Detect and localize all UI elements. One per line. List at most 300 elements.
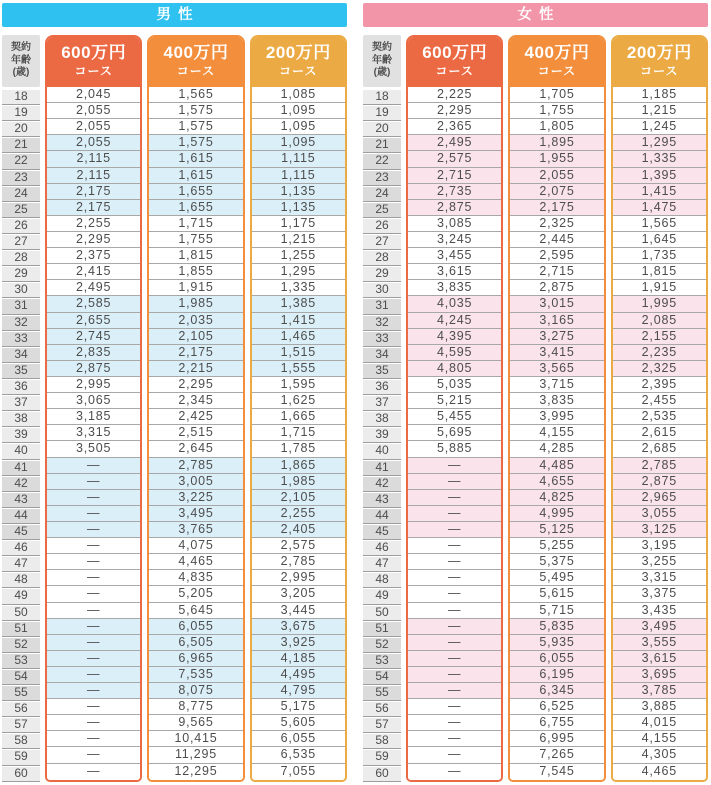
premium-cell: 2,445 xyxy=(510,232,603,248)
premium-cell: 5,215 xyxy=(408,393,501,409)
age-cell: 22 xyxy=(363,153,401,169)
premium-cell: 5,935 xyxy=(510,635,603,651)
premium-cell: 4,805 xyxy=(408,361,501,377)
premium-cell: 3,695 xyxy=(613,667,706,683)
premium-cell: 6,535 xyxy=(252,747,345,763)
premium-cell: 3,565 xyxy=(510,361,603,377)
female-premium-grid xyxy=(363,35,708,782)
age-cell: 55 xyxy=(2,685,40,701)
age-cell: 38 xyxy=(363,411,401,427)
premium-cell: — xyxy=(47,506,140,522)
premium-cell: 2,585 xyxy=(47,296,140,312)
age-cell: 27 xyxy=(2,234,40,250)
premium-cell: — xyxy=(47,715,140,731)
premium-cell: — xyxy=(408,522,501,538)
premium-cell: 1,815 xyxy=(149,248,242,264)
premium-cell: 2,175 xyxy=(510,200,603,216)
age-cell: 22 xyxy=(2,153,40,169)
course-sub-label: コース xyxy=(176,64,216,78)
premium-cell: 5,695 xyxy=(408,425,501,441)
age-cell: 24 xyxy=(2,186,40,202)
age-cell: 34 xyxy=(363,347,401,363)
premium-cell: 6,195 xyxy=(510,667,603,683)
premium-cell: 1,255 xyxy=(252,248,345,264)
age-cell: 33 xyxy=(363,331,401,347)
age-column-header xyxy=(2,35,40,87)
premium-cell: 1,515 xyxy=(252,345,345,361)
age-cell: 44 xyxy=(2,508,40,524)
premium-cell: 2,055 xyxy=(510,168,603,184)
premium-cell: 2,995 xyxy=(252,570,345,586)
age-header-line: 契約 xyxy=(11,42,31,54)
premium-cell: 6,055 xyxy=(510,651,603,667)
premium-cell: 2,995 xyxy=(47,377,140,393)
premium-cell: 2,575 xyxy=(408,151,501,167)
age-cell: 36 xyxy=(363,379,401,395)
premium-cell: — xyxy=(408,651,501,667)
premium-cell: 4,655 xyxy=(510,474,603,490)
age-cell: 58 xyxy=(363,733,401,749)
premium-cell: 2,785 xyxy=(613,458,706,474)
premium-cell: — xyxy=(408,619,501,635)
premium-cell: 3,615 xyxy=(613,651,706,667)
premium-cell: — xyxy=(47,522,140,538)
premium-cell: 3,065 xyxy=(47,393,140,409)
premium-cell: — xyxy=(408,764,501,780)
age-column-header xyxy=(363,35,401,87)
course-header-200 xyxy=(613,37,706,87)
age-cell: 60 xyxy=(363,766,401,782)
premium-cell: — xyxy=(408,586,501,602)
age-cell: 32 xyxy=(2,315,40,331)
premium-cell: 3,125 xyxy=(613,522,706,538)
premium-cell: 3,435 xyxy=(613,603,706,619)
premium-cell: 4,395 xyxy=(408,329,501,345)
premium-cell: 5,835 xyxy=(510,619,603,635)
premium-cell: 2,365 xyxy=(408,119,501,135)
premium-cell: — xyxy=(408,506,501,522)
premium-cell: 5,615 xyxy=(510,586,603,602)
age-cell: 45 xyxy=(2,524,40,540)
premium-cell: 2,735 xyxy=(408,184,501,200)
premium-cell: 3,715 xyxy=(510,377,603,393)
age-cell: 52 xyxy=(363,637,401,653)
course-column-400 xyxy=(508,35,605,782)
course-sub-label: コース xyxy=(279,64,318,78)
premium-cell: 4,595 xyxy=(408,345,501,361)
premium-cell: 6,505 xyxy=(149,635,242,651)
age-cell: 19 xyxy=(2,105,40,121)
premium-cell: 6,055 xyxy=(252,731,345,747)
age-cell: 51 xyxy=(363,621,401,637)
premium-cell: 1,095 xyxy=(252,135,345,151)
premium-cell: 5,255 xyxy=(510,538,603,554)
premium-cell: 4,015 xyxy=(613,715,706,731)
premium-cell: 5,495 xyxy=(510,570,603,586)
premium-cell: 3,765 xyxy=(149,522,242,538)
female-table-title: 女性 xyxy=(363,3,708,27)
premium-cell: 3,275 xyxy=(510,329,603,345)
premium-cell: 10,415 xyxy=(149,731,242,747)
premium-cell: — xyxy=(47,554,140,570)
premium-cell: 6,995 xyxy=(510,731,603,747)
course-sub-label: コース xyxy=(640,64,679,78)
premium-cell: 4,995 xyxy=(510,506,603,522)
premium-cell: 3,375 xyxy=(613,586,706,602)
premium-cell: 3,245 xyxy=(408,232,501,248)
premium-cell: 2,035 xyxy=(149,313,242,329)
premium-cell: 1,665 xyxy=(252,409,345,425)
premium-cell: — xyxy=(408,538,501,554)
premium-cell: 2,055 xyxy=(47,135,140,151)
premium-cell: 5,175 xyxy=(252,699,345,715)
age-cell: 56 xyxy=(363,701,401,717)
course-amount-label: 400万円 xyxy=(524,43,590,62)
premium-cell: — xyxy=(47,651,140,667)
premium-cell: — xyxy=(408,490,501,506)
premium-cell: 1,955 xyxy=(510,151,603,167)
premium-cell: 2,045 xyxy=(47,87,140,103)
premium-cell: 2,215 xyxy=(149,361,242,377)
premium-cell: 1,855 xyxy=(149,264,242,280)
premium-cell: 1,785 xyxy=(252,441,345,457)
premium-cell: 3,315 xyxy=(47,425,140,441)
premium-cell: 1,575 xyxy=(149,119,242,135)
premium-cell: — xyxy=(47,570,140,586)
premium-cell: 7,265 xyxy=(510,747,603,763)
age-cell: 30 xyxy=(2,282,40,298)
premium-cell: 4,185 xyxy=(252,651,345,667)
age-cell: 59 xyxy=(363,749,401,765)
age-cell: 31 xyxy=(2,298,40,314)
premium-cell: — xyxy=(408,731,501,747)
premium-cell: 2,325 xyxy=(613,361,706,377)
premium-cell: 1,565 xyxy=(149,87,242,103)
premium-cell: 2,175 xyxy=(47,200,140,216)
premium-cell: 2,105 xyxy=(149,329,242,345)
age-cell: 18 xyxy=(2,89,40,105)
age-header-line: (歳) xyxy=(12,67,30,79)
premium-cell: 3,165 xyxy=(510,313,603,329)
age-cell: 60 xyxy=(2,766,40,782)
age-cell: 35 xyxy=(363,363,401,379)
premium-cell: 1,295 xyxy=(613,135,706,151)
premium-cell: 1,335 xyxy=(613,151,706,167)
age-cell: 28 xyxy=(363,250,401,266)
premium-cell: 5,645 xyxy=(149,603,242,619)
premium-cell: 2,115 xyxy=(47,151,140,167)
premium-cell: 1,135 xyxy=(252,200,345,216)
age-cell: 45 xyxy=(363,524,401,540)
premium-cell: 4,075 xyxy=(149,538,242,554)
premium-cell: 3,675 xyxy=(252,619,345,635)
age-cell: 57 xyxy=(363,717,401,733)
age-cell: 39 xyxy=(363,427,401,443)
course-amount-label: 200万円 xyxy=(626,43,692,62)
premium-cell: 5,605 xyxy=(252,715,345,731)
premium-cell: 1,595 xyxy=(252,377,345,393)
premium-cell: 1,985 xyxy=(252,474,345,490)
premium-cell: 6,345 xyxy=(510,683,603,699)
course-column-200 xyxy=(250,35,347,782)
premium-cell: 1,465 xyxy=(252,329,345,345)
premium-cell: 5,715 xyxy=(510,603,603,619)
premium-cell: 7,535 xyxy=(149,667,242,683)
age-cell: 28 xyxy=(2,250,40,266)
premium-cell: 1,805 xyxy=(510,119,603,135)
age-cell: 33 xyxy=(2,331,40,347)
premium-cell: 3,505 xyxy=(47,441,140,457)
premium-cell: 2,415 xyxy=(47,264,140,280)
premium-cell: — xyxy=(408,603,501,619)
course-amount-label: 400万円 xyxy=(163,43,229,62)
age-cell: 40 xyxy=(2,443,40,459)
premium-cell: 2,055 xyxy=(47,103,140,119)
premium-cell: 1,565 xyxy=(613,216,706,232)
age-cell: 55 xyxy=(363,685,401,701)
premium-cell: 9,565 xyxy=(149,715,242,731)
age-cell: 57 xyxy=(2,717,40,733)
premium-cell: 2,375 xyxy=(47,248,140,264)
premium-cell: 4,825 xyxy=(510,490,603,506)
premium-cell: 3,445 xyxy=(252,603,345,619)
premium-cell: — xyxy=(47,603,140,619)
age-cell: 58 xyxy=(2,733,40,749)
premium-cell: — xyxy=(47,635,140,651)
age-cell: 48 xyxy=(363,572,401,588)
age-cell: 23 xyxy=(363,170,401,186)
premium-cell: 1,895 xyxy=(510,135,603,151)
premium-cell: 1,085 xyxy=(252,87,345,103)
course-amount-label: 600万円 xyxy=(61,43,127,62)
age-column xyxy=(363,35,401,782)
age-cell: 46 xyxy=(363,540,401,556)
premium-cell: 2,745 xyxy=(47,329,140,345)
course-header-400 xyxy=(149,37,242,87)
premium-cell: 3,415 xyxy=(510,345,603,361)
premium-cell: 1,095 xyxy=(252,103,345,119)
premium-cell: — xyxy=(408,635,501,651)
premium-cell: — xyxy=(408,747,501,763)
premium-cell: 4,795 xyxy=(252,683,345,699)
premium-cell: 2,295 xyxy=(408,103,501,119)
premium-cell: 4,835 xyxy=(149,570,242,586)
premium-cell: 1,215 xyxy=(613,103,706,119)
premium-cell: 2,455 xyxy=(613,393,706,409)
age-cell: 36 xyxy=(2,379,40,395)
premium-cell: — xyxy=(47,490,140,506)
premium-cell: 1,175 xyxy=(252,216,345,232)
age-cell: 32 xyxy=(363,315,401,331)
premium-cell: 3,495 xyxy=(613,619,706,635)
premium-cell: 4,485 xyxy=(510,458,603,474)
course-column-400 xyxy=(147,35,244,782)
premium-cell: 7,055 xyxy=(252,764,345,780)
premium-cell: 2,785 xyxy=(149,458,242,474)
premium-cell: 2,965 xyxy=(613,490,706,506)
course-header-600 xyxy=(47,37,140,87)
age-column xyxy=(2,35,40,782)
premium-cell: 2,655 xyxy=(47,313,140,329)
premium-cell: 1,735 xyxy=(613,248,706,264)
premium-cell: 1,915 xyxy=(149,280,242,296)
premium-cell: 1,245 xyxy=(613,119,706,135)
premium-cell: — xyxy=(408,570,501,586)
premium-cell: 2,785 xyxy=(252,554,345,570)
premium-cell: 1,095 xyxy=(252,119,345,135)
premium-cell: 1,475 xyxy=(613,200,706,216)
premium-cell: 2,515 xyxy=(149,425,242,441)
premium-cell: 2,075 xyxy=(510,184,603,200)
premium-cell: 2,495 xyxy=(47,280,140,296)
age-header-line: (歳) xyxy=(373,67,391,79)
premium-cell: 2,225 xyxy=(408,87,501,103)
premium-cell: 1,865 xyxy=(252,458,345,474)
premium-cell: 2,115 xyxy=(47,168,140,184)
course-column-200 xyxy=(611,35,708,782)
age-cell: 26 xyxy=(363,218,401,234)
age-cell: 39 xyxy=(2,427,40,443)
premium-cell: 2,105 xyxy=(252,490,345,506)
premium-cell: 6,055 xyxy=(149,619,242,635)
premium-cell: — xyxy=(47,586,140,602)
premium-cell: — xyxy=(408,458,501,474)
age-cell: 27 xyxy=(363,234,401,250)
age-cell: 54 xyxy=(2,669,40,685)
premium-cell: — xyxy=(47,699,140,715)
course-header-200 xyxy=(252,37,345,87)
premium-cell: 1,915 xyxy=(613,280,706,296)
premium-cell: 2,535 xyxy=(613,409,706,425)
premium-cell: 4,305 xyxy=(613,747,706,763)
age-cell: 20 xyxy=(2,121,40,137)
premium-cell: — xyxy=(47,731,140,747)
premium-cell: 2,835 xyxy=(47,345,140,361)
age-cell: 59 xyxy=(2,749,40,765)
premium-cell: 1,215 xyxy=(252,232,345,248)
age-cell: 49 xyxy=(2,588,40,604)
premium-cell: 2,085 xyxy=(613,313,706,329)
premium-cell: 2,575 xyxy=(252,538,345,554)
premium-cell: 6,755 xyxy=(510,715,603,731)
age-cell: 25 xyxy=(2,202,40,218)
premium-cell: 3,495 xyxy=(149,506,242,522)
premium-cell: 3,995 xyxy=(510,409,603,425)
age-cell: 40 xyxy=(363,443,401,459)
premium-cell: 2,875 xyxy=(510,280,603,296)
premium-cell: 3,315 xyxy=(613,570,706,586)
premium-cell: 8,775 xyxy=(149,699,242,715)
age-cell: 51 xyxy=(2,621,40,637)
premium-cell: 1,715 xyxy=(149,216,242,232)
premium-cell: 1,115 xyxy=(252,168,345,184)
premium-cell: 1,615 xyxy=(149,168,242,184)
age-cell: 37 xyxy=(363,395,401,411)
premium-cell: 2,685 xyxy=(613,441,706,457)
age-cell: 21 xyxy=(363,137,401,153)
age-cell: 49 xyxy=(363,588,401,604)
age-cell: 30 xyxy=(363,282,401,298)
premium-cell: 2,235 xyxy=(613,345,706,361)
premium-cell: 2,715 xyxy=(510,264,603,280)
premium-cell: 1,755 xyxy=(149,232,242,248)
age-cell: 29 xyxy=(363,266,401,282)
age-cell: 42 xyxy=(363,476,401,492)
premium-cell: 3,925 xyxy=(252,635,345,651)
premium-cell: — xyxy=(408,715,501,731)
course-amount-label: 200万円 xyxy=(265,43,331,62)
premium-cell: 2,255 xyxy=(252,506,345,522)
course-header-400 xyxy=(510,37,603,87)
premium-cell: 2,875 xyxy=(47,361,140,377)
male-premium-grid xyxy=(2,35,347,782)
age-cell: 53 xyxy=(363,653,401,669)
premium-cell: 1,395 xyxy=(613,168,706,184)
age-cell: 43 xyxy=(2,492,40,508)
age-cell: 26 xyxy=(2,218,40,234)
age-cell: 43 xyxy=(363,492,401,508)
premium-cell: 4,155 xyxy=(510,425,603,441)
female-table xyxy=(363,3,708,782)
premium-cell: 5,035 xyxy=(408,377,501,393)
premium-cell: 1,415 xyxy=(613,184,706,200)
course-sub-label: コース xyxy=(435,64,474,78)
premium-cell: 1,615 xyxy=(149,151,242,167)
course-sub-label: コース xyxy=(74,64,113,78)
age-cell: 19 xyxy=(363,105,401,121)
premium-cell: 2,395 xyxy=(613,377,706,393)
premium-cell: 1,415 xyxy=(252,313,345,329)
premium-cell: 2,295 xyxy=(47,232,140,248)
male-table xyxy=(2,3,347,782)
premium-cell: — xyxy=(47,538,140,554)
premium-cell: 2,295 xyxy=(149,377,242,393)
premium-cell: 4,245 xyxy=(408,313,501,329)
age-cell: 34 xyxy=(2,347,40,363)
age-cell: 31 xyxy=(363,298,401,314)
premium-cell: 3,555 xyxy=(613,635,706,651)
premium-cell: 2,715 xyxy=(408,168,501,184)
premium-cell: 4,155 xyxy=(613,731,706,747)
premium-cell: 3,835 xyxy=(510,393,603,409)
premium-cell: 5,375 xyxy=(510,554,603,570)
premium-cell: — xyxy=(47,764,140,780)
course-column-600 xyxy=(406,35,503,782)
premium-cell: 3,785 xyxy=(613,683,706,699)
premium-cell: 6,525 xyxy=(510,699,603,715)
age-cell: 38 xyxy=(2,411,40,427)
premium-cell: — xyxy=(408,683,501,699)
premium-cell: 2,325 xyxy=(510,216,603,232)
premium-cell: 1,555 xyxy=(252,361,345,377)
age-cell: 47 xyxy=(2,556,40,572)
premium-cell: 2,645 xyxy=(149,441,242,457)
premium-cell: 2,175 xyxy=(149,345,242,361)
premium-cell: 12,295 xyxy=(149,764,242,780)
premium-cell: 7,545 xyxy=(510,764,603,780)
premium-cell: 3,255 xyxy=(613,554,706,570)
course-amount-label: 600万円 xyxy=(422,43,488,62)
age-header-line: 契約 xyxy=(372,42,392,54)
age-cell: 54 xyxy=(363,669,401,685)
premium-cell: 2,875 xyxy=(408,200,501,216)
premium-cell: 2,595 xyxy=(510,248,603,264)
premium-cell: 4,465 xyxy=(149,554,242,570)
premium-cell: 2,345 xyxy=(149,393,242,409)
premium-cell: — xyxy=(408,474,501,490)
age-cell: 37 xyxy=(2,395,40,411)
age-cell: 53 xyxy=(2,653,40,669)
